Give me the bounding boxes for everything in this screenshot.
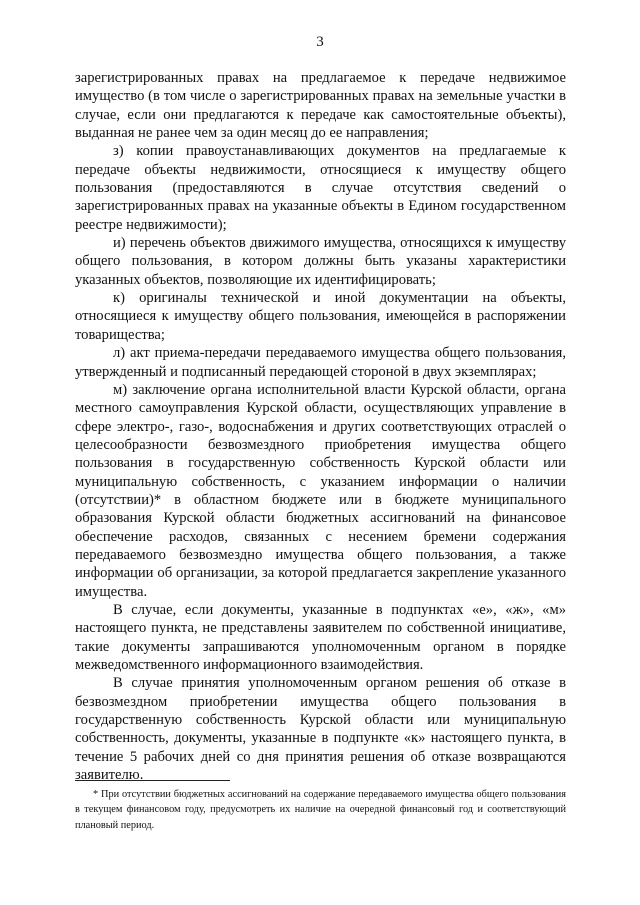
page-number: 3 <box>316 34 324 50</box>
document-body <box>75 69 566 784</box>
footnote-divider <box>75 780 230 781</box>
paragraph-item-l: л) акт приема-передачи передаваемого имущества общего пользования, утвержденный и подписанный передающей стороной в двух экземплярах; <box>75 345 566 380</box>
paragraph-interagency-request: В случае, если документы, указанные в подпунктах «е», «ж», «м» настоящего пункта, не представлены заявителем по собственной инициативе, такие документы запрашиваются уполномоченным органом в порядке межведомственного информационного взаимодействия. <box>75 601 566 673</box>
paragraph-item-k: к) оригиналы технической и иной документации на объекты, относящиеся к имуществу общего пользования, имеющейся в распоряжении товарищества; <box>75 290 566 343</box>
paragraph-item-m: м) заключение органа исполнительной власти Курской области, органа местного самоуправления Курской области, осуществляющих управление в сфере электро-, газо-, водоснабжения и других соответствующих отраслей о целесообразности безвозмездного приобретения имущества общего пользования в государственную собственность Курской области или муниципальную собственность, с указанием информации о наличии (отсутствии)* в областном бюджете или в бюджете муниципального образования Курской области бюджетных ассигнований на финансовое обеспечение расходов, связанных с несением бремени содержания передаваемого безвозмездно имущества общего пользования, а также информации об организации, за которой предлагается закрепление указанного имущества. <box>75 381 566 600</box>
footnote: * При отсутствии бюджетных ассигнований на содержание передаваемого имущества общего пользования в текущем финансовом году, предусмотреть их наличие на очередной финансовый год и соответствующий плановый период. <box>75 789 566 831</box>
paragraph-refusal-return: В случае принятия уполномоченным органом решения об отказе в безвозмездном приобретении имущества общего пользования в государственную собственность Курской области или муниципальную собственность, документы, указанные в подпункте «к» настоящего пункта, в течение 5 рабочих дней со дня принятия решения об отказе возвращаются заявителю. <box>75 675 566 784</box>
paragraph-item-z: з) копии правоустанавливающих документов на предлагаемые к передаче объекты недвижимости, относящиеся к имуществу общего пользования (предоставляются в случае отсутствия сведений о зарегистрированных правах на указанные объекты в Едином государственном реестре недвижимости); <box>75 143 566 233</box>
paragraph-continuation: зарегистрированных правах на предлагаемое к передаче недвижимое имущество (в том числе о зарегистрированных правах на земельные участки в случае, если они предлагаются к передаче как самостоятельные объекты), выданная не ранее чем за один месяц до ее направления; <box>75 70 566 142</box>
paragraph-item-i: и) перечень объектов движимого имущества, относящихся к имуществу общего пользования, в котором должны быть указаны характеристики указанных объектов, позволяющие их идентифицировать; <box>75 235 566 288</box>
